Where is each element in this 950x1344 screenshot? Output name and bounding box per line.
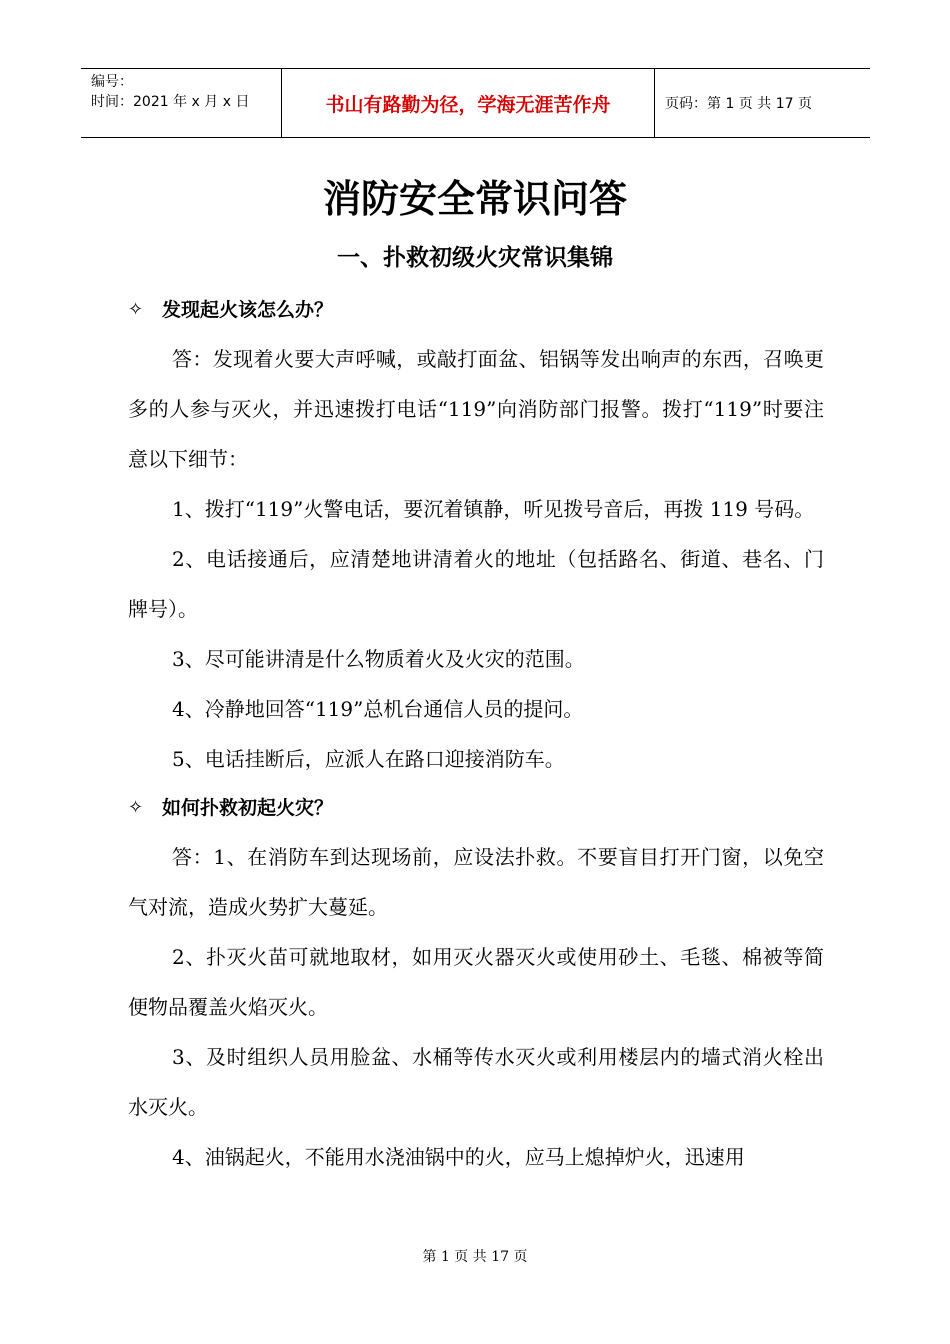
paragraph: 答：发现着火要大声呼喊，或敲打面盆、铝锅等发出响声的东西，召唤更多的人参与灭火，并迅速拨打电话“119”向消防部门报警。拨打“119”时要注意以下细节： [128, 347, 824, 471]
header-motto [281, 69, 655, 137]
page-title: 消防安全常识问答 [322, 177, 627, 221]
diamond-bullet-icon: ✧ [128, 299, 144, 320]
paragraph: 3、及时组织人员用脸盆、水桶等传水灭火或利用楼层内的墙式消火栓出水灭火。 [128, 1045, 824, 1119]
question-heading [128, 286, 824, 334]
question-text: 如何扑救初起火灾？ [162, 797, 334, 819]
header-time: 时间：2021 年 x 月 x 日 [91, 94, 250, 110]
paragraph: 1、拨打“119”火警电话，要沉着镇静，听见拨号音后，再拨 119 号码。 [172, 497, 815, 521]
paragraph: 2、扑灭火苗可就地取材，如用灭火器灭火或使用砂土、毛毯、棉被等简便物品覆盖火焰灭火。 [128, 945, 824, 1019]
question-text: 发现起火该怎么办？ [162, 299, 334, 321]
diamond-bullet-icon: ✧ [128, 797, 144, 818]
paragraph: 3、尽可能讲清是什么物质着火及火灾的范围。 [172, 647, 585, 671]
paragraph: 5、电话挂断后，应派人在路口迎接消防车。 [172, 747, 565, 771]
document-header [81, 68, 870, 138]
header-page-info: 页码：第 1 页 共 17 页 [665, 96, 812, 112]
motto-text: 书山有路勤为径，学海无涯苦作舟 [325, 93, 611, 116]
question-heading [128, 784, 824, 832]
header-meta [81, 69, 281, 137]
paragraph: 2、电话接通后，应清楚地讲清着火的地址（包括路名、街道、巷名、门牌号）。 [128, 547, 824, 621]
paragraph: 4、油锅起火，不能用水浇油锅中的火，应马上熄掉炉火，迅速用 [172, 1145, 745, 1169]
page-footer: 第 1 页 共 17 页 [422, 1249, 528, 1265]
header-number: 编号： [91, 74, 133, 90]
paragraph: 4、冷静地回答“119”总机台通信人员的提问。 [172, 697, 584, 721]
paragraph: 答：1、在消防车到达现场前，应设法扑救。不要盲目打开门窗，以免空气对流，造成火势扩大蔓延。 [128, 845, 824, 919]
section-subtitle: 一、扑救初级火灾常识集锦 [337, 245, 613, 271]
document-body [128, 286, 824, 1182]
